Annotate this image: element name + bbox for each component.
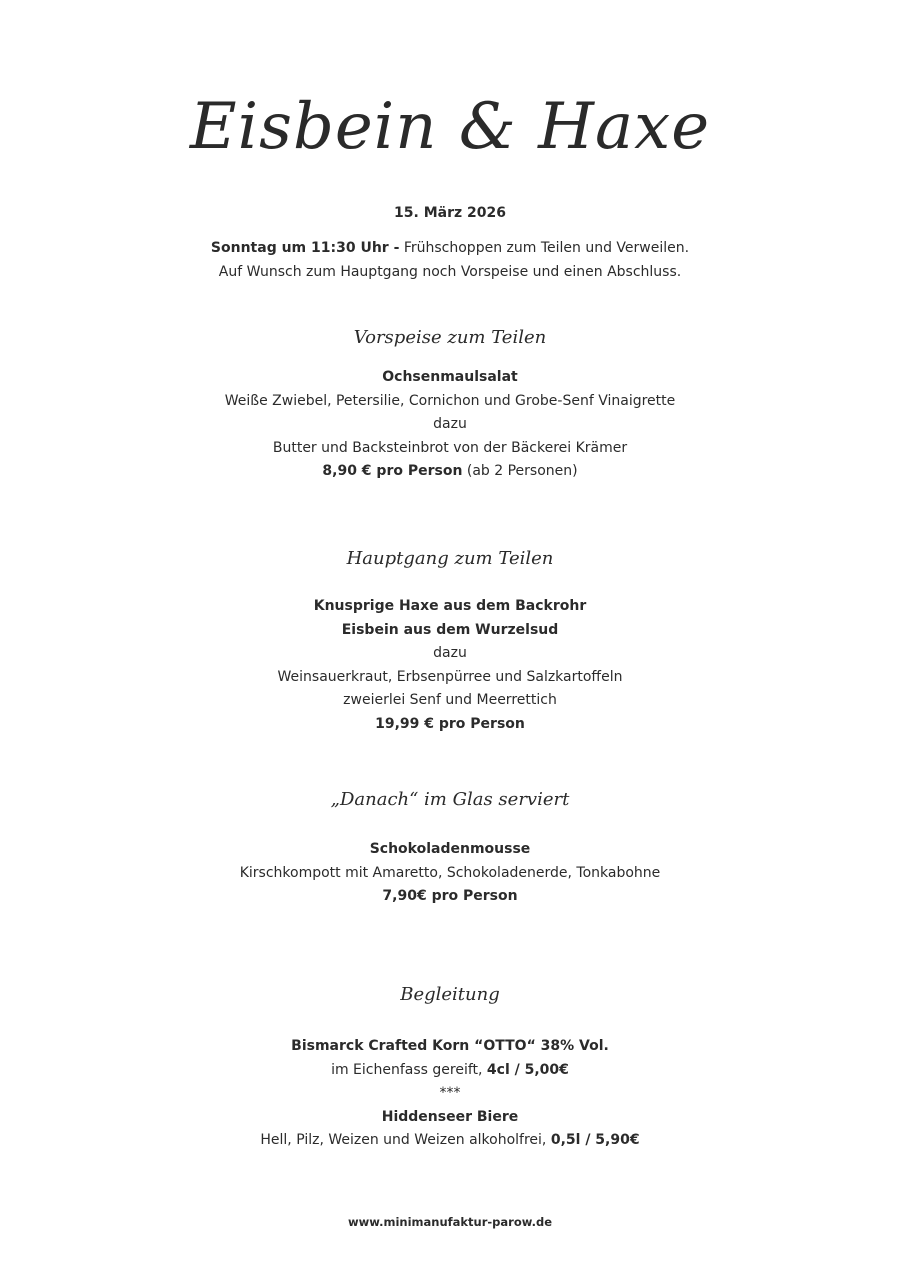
main-dish-1: Knusprige Haxe aus dem Backrohr (313, 598, 587, 614)
main-section (0, 539, 900, 736)
drink-1-line (0, 1059, 900, 1083)
drink-1-price: 4cl / 5,00€ (486, 1061, 569, 1078)
intro-lead: Sonntag um 11:30 Uhr - (210, 240, 400, 256)
main-side-1: Weinsauerkraut, Erbsenpürree und Salzkartoffeln (277, 668, 623, 685)
starter-dish: Ochsenmaulsalat (382, 369, 518, 385)
starter-price-line (0, 460, 900, 484)
intro-line-2: Auf Wunsch zum Hauptgang noch Vorspeise und einen Abschluss. (218, 264, 682, 280)
intro-text (0, 236, 900, 284)
intro-line-1 (0, 236, 900, 260)
drinks-heading: Begleitung (400, 984, 500, 1005)
drink-1-description: im Eichenfass gereift, (331, 1061, 487, 1078)
event-date: 15. März 2026 (394, 205, 506, 221)
drink-2-line (0, 1129, 900, 1153)
starter-dazu: dazu (433, 416, 467, 432)
drink-1-name: Bismarck Crafted Korn “OTTO“ 38% Vol. (291, 1038, 609, 1054)
starter-description: Weiße Zwiebel, Petersilie, Cornichon und Grobe-Senf Vinaigrette (224, 392, 676, 409)
starter-heading: Vorspeise zum Teilen (353, 327, 547, 348)
dessert-section (0, 780, 900, 909)
dessert-dish: Schokoladenmousse (369, 841, 531, 857)
dessert-description: Kirschkompott mit Amaretto, Schokoladenerde, Tonkabohne (239, 864, 661, 881)
dessert-price: 7,90€ pro Person (382, 888, 518, 904)
main-heading: Hauptgang zum Teilen (346, 548, 554, 569)
main-dazu: dazu (433, 645, 467, 661)
main-price: 19,99 € pro Person (375, 715, 525, 732)
dessert-heading: „Danach“ im Glas serviert (330, 789, 570, 810)
starter-section (0, 318, 900, 484)
drink-2-price: 0,5l / 5,90€ (550, 1132, 640, 1148)
starter-price: 8,90 € pro Person (322, 463, 463, 479)
drinks-separator: *** (439, 1085, 461, 1101)
website-footer: www.minimanufaktur-parow.de (347, 1215, 553, 1229)
main-dish-2: Eisbein aus dem Wurzelsud (341, 621, 559, 638)
menu-title: Eisbein & Haxe (189, 90, 711, 164)
drink-2-description: Hell, Pilz, Weizen und Weizen alkoholfrei, (260, 1132, 551, 1148)
drinks-section (0, 975, 900, 1153)
main-side-2: zweierlei Senf und Meerrettich (343, 692, 557, 708)
intro-line-1-rest: Frühschoppen zum Teilen und Verweilen. (399, 240, 690, 256)
starter-side: Butter und Backsteinbrot von der Bäckerei Krämer (272, 439, 628, 456)
starter-price-note: (ab 2 Personen) (462, 463, 578, 479)
drink-2-name: Hiddenseer Biere (381, 1108, 519, 1125)
